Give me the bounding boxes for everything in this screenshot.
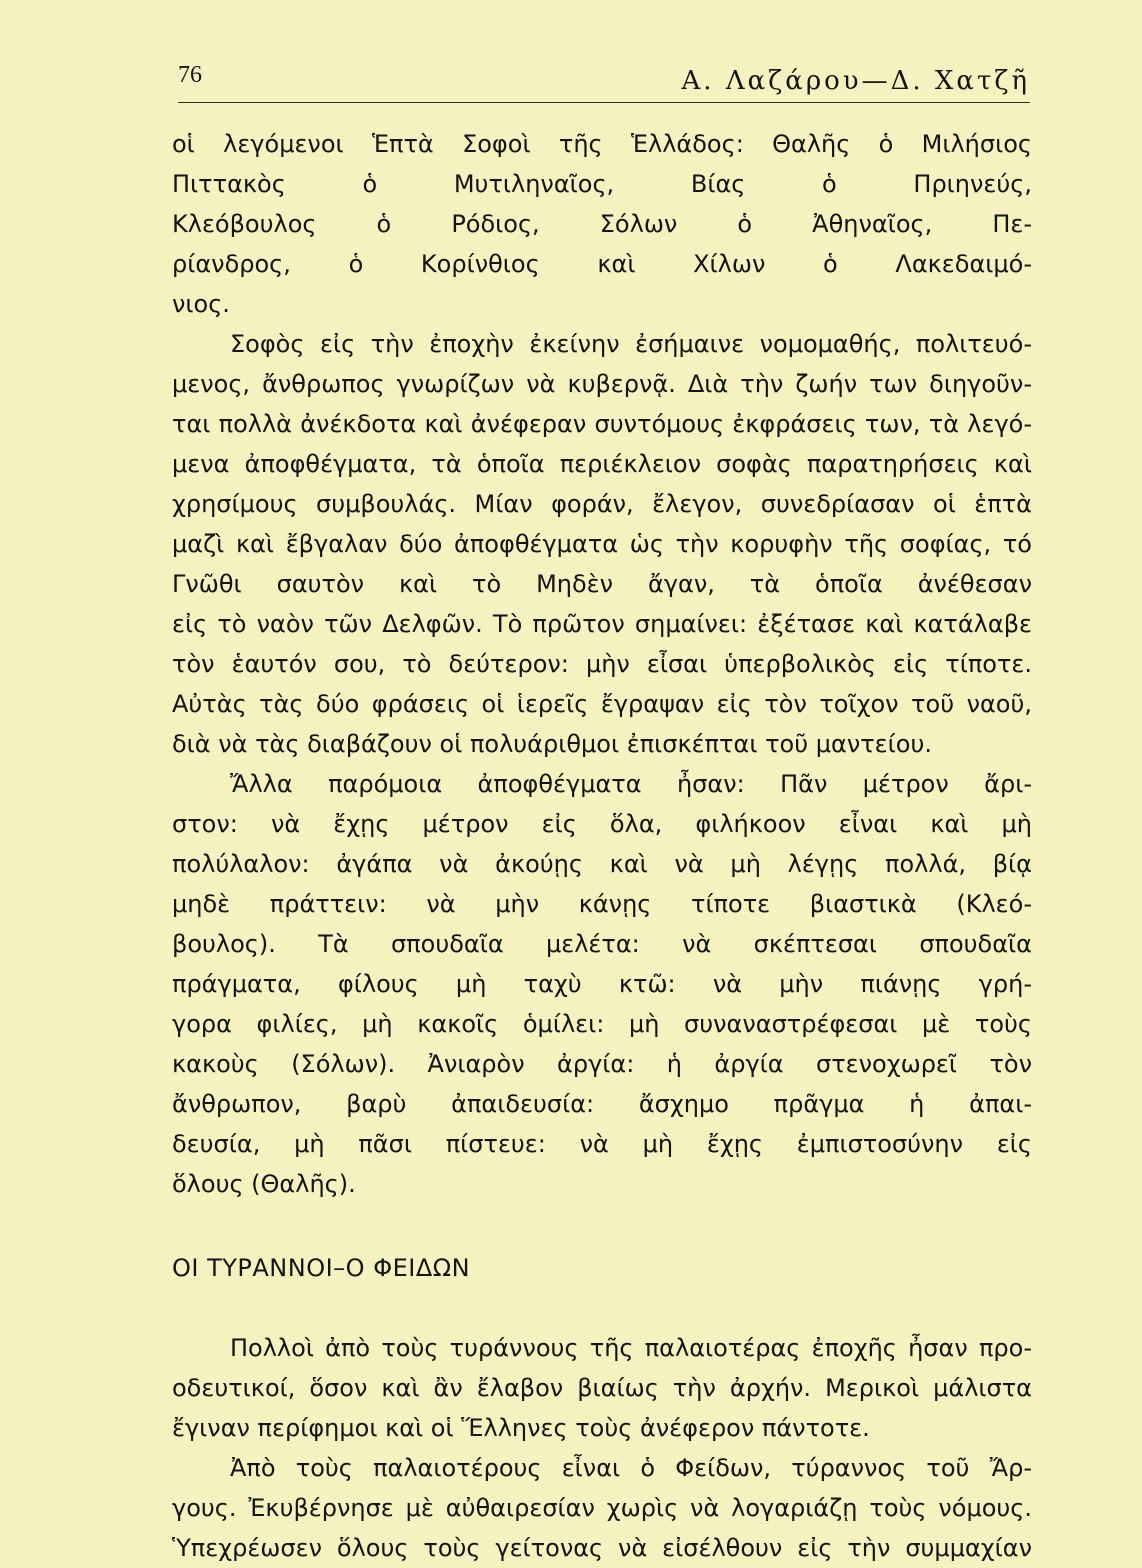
section-heading: ΟΙ ΤΥΡΑΝΝΟΙ–Ο ΦΕΙΔΩΝ — [172, 1254, 471, 1282]
text-line: γους. Ἐκυβέρνησε μὲ αὐθαιρεσίαν χωρὶς νὰ λογαριάζῃ τοὺς νόμους. — [172, 1494, 1032, 1522]
text-line: νιος. — [172, 290, 230, 318]
text-line: Πολλοὶ ἀπὸ τοὺς τυράννους τῆς παλαιοτέρας ἐποχῆς ἦσαν προ- — [230, 1334, 1032, 1362]
text-line: εἰς τὸ ναὸν τῶν Δελφῶν. Τὸ πρῶτον σημαίνει: ἐξέτασε καὶ κατάλαβε — [172, 610, 1032, 638]
text-line: ρίανδρος, ὁ Κορίνθιος καὶ Χίλων ὁ Λακεδαιμό- — [172, 250, 1032, 278]
text-line: ἔγιναν περίφημοι καὶ οἱ Ἕλληνες τοὺς ἀνέφερον πάντοτε. — [172, 1414, 870, 1442]
text-line: πολύλαλον: ἀγάπα νὰ ἀκούῃς καὶ νὰ μὴ λέγῃς πολλά, βίᾳ — [172, 850, 1032, 878]
text-line: χρησίμους συμβουλάς. Μίαν φοράν, ἔλεγον, συνεδρίασαν οἱ ἑπτὰ — [172, 490, 1032, 518]
text-line: μηδὲ πράττειν: νὰ μὴν κάνῃς τίποτε βιαστικὰ (Κλεό- — [172, 890, 1032, 918]
text-line: Ὑπεχρέωσεν ὅλους τοὺς γείτονας νὰ εἰσέλθουν εἰς τὴν συμμαχίαν — [172, 1534, 1032, 1562]
text-line: βουλος). Τὰ σπουδαῖα μελέτα: νὰ σκέπτεσαι σπουδαῖα — [172, 930, 1032, 958]
text-line: στον: νὰ ἔχῃς μέτρον εἰς ὅλα, φιλήκοον εἶναι καὶ μὴ — [172, 810, 1032, 838]
text-line: Σοφὸς εἰς τὴν ἐποχὴν ἐκείνην ἐσήμαινε νομομαθής, πολιτευό- — [230, 330, 1032, 358]
text-line: διὰ νὰ τὰς διαβάζουν οἱ πολυάριθμοι ἐπισκέπται τοῦ μαντείου. — [172, 730, 932, 758]
text-line: μαζὶ καὶ ἔβγαλαν δύο ἀποφθέγματα ὡς τὴν κορυφὴν τῆς σοφίας, τό — [172, 530, 1032, 558]
text-line: Ἄλλα παρόμοια ἀποφθέγματα ἦσαν: Πᾶν μέτρον ἄρι- — [230, 770, 1032, 798]
text-line: Πιττακὸς ὁ Μυτιληναῖος, Βίας ὁ Πριηνεύς, — [172, 170, 1032, 198]
text-line: πράγματα, φίλους μὴ ταχὺ κτῶ: νὰ μὴν πιάνῃς γρή- — [172, 970, 1032, 998]
page-header — [178, 62, 1030, 103]
running-head: Α. Λαζάρου—Δ. Χατζῆ — [681, 66, 1030, 96]
text-line: μενος, ἄνθρωπος γνωρίζων νὰ κυβερνᾷ. Διὰ τὴν ζωήν των διηγοῦν- — [172, 370, 1032, 398]
page-body — [172, 124, 1032, 1568]
text-line: Γνῶθι σαυτὸν καὶ τὸ Μηδὲν ἄγαν, τὰ ὁποῖα ἀνέθεσαν — [172, 570, 1032, 598]
text-line: Αὐτὰς τὰς δύο φράσεις οἱ ἱερεῖς ἔγραψαν εἰς τὸν τοῖχον τοῦ ναοῦ, — [172, 690, 1032, 718]
text-line: μενα ἀποφθέγματα, τὰ ὁποῖα περιέκλειον σοφὰς παρατηρήσεις καὶ — [172, 450, 1032, 478]
text-line: ὅλους (Θαλῆς). — [172, 1170, 356, 1198]
text-line: κακοὺς (Σόλων). Ἀνιαρὸν ἀργία: ἡ ἀργία στενοχωρεῖ τὸν — [172, 1050, 1032, 1078]
text-line: Κλεόβουλος ὁ Ρόδιος, Σόλων ὁ Ἀθηναῖος, Πε- — [172, 210, 1032, 238]
text-line: ται πολλὰ ἀνέκδοτα καὶ ἀνέφεραν συντόμους ἐκφράσεις των, τὰ λεγό- — [172, 410, 1032, 438]
spacer — [172, 1288, 1032, 1328]
text-line: ἄνθρωπον, βαρὺ ἀπαιδευσία: ἄσχημο πρᾶγμα ἡ ἀπαι- — [172, 1090, 1032, 1118]
text-line: οἱ λεγόμενοι Ἑπτὰ Σοφοὶ τῆς Ἑλλάδος: Θαλῆς ὁ Μιλήσιος — [172, 130, 1032, 158]
page-number: 76 — [178, 62, 202, 88]
text-line: οδευτικοί, ὅσον καὶ ἂν ἔλαβον βιαίως τὴν ἀρχήν. Μερικοὶ μάλιστα — [172, 1374, 1032, 1402]
text-line: γορα φιλίες, μὴ κακοῖς ὁμίλει: μὴ συναναστρέφεσαι μὲ τοὺς — [172, 1010, 1032, 1038]
text-line: δευσία, μὴ πᾶσι πίστευε: νὰ μὴ ἔχῃς ἐμπιστοσύνην εἰς — [172, 1130, 1032, 1158]
text-line: Ἀπὸ τοὺς παλαιοτέρους εἶναι ὁ Φείδων, τύραννος τοῦ Ἄρ- — [230, 1454, 1032, 1482]
text-line: τὸν ἑαυτόν σου, τὸ δεύτερον: μὴν εἶσαι ὑπερβολικὸς εἰς τίποτε. — [172, 650, 1032, 678]
